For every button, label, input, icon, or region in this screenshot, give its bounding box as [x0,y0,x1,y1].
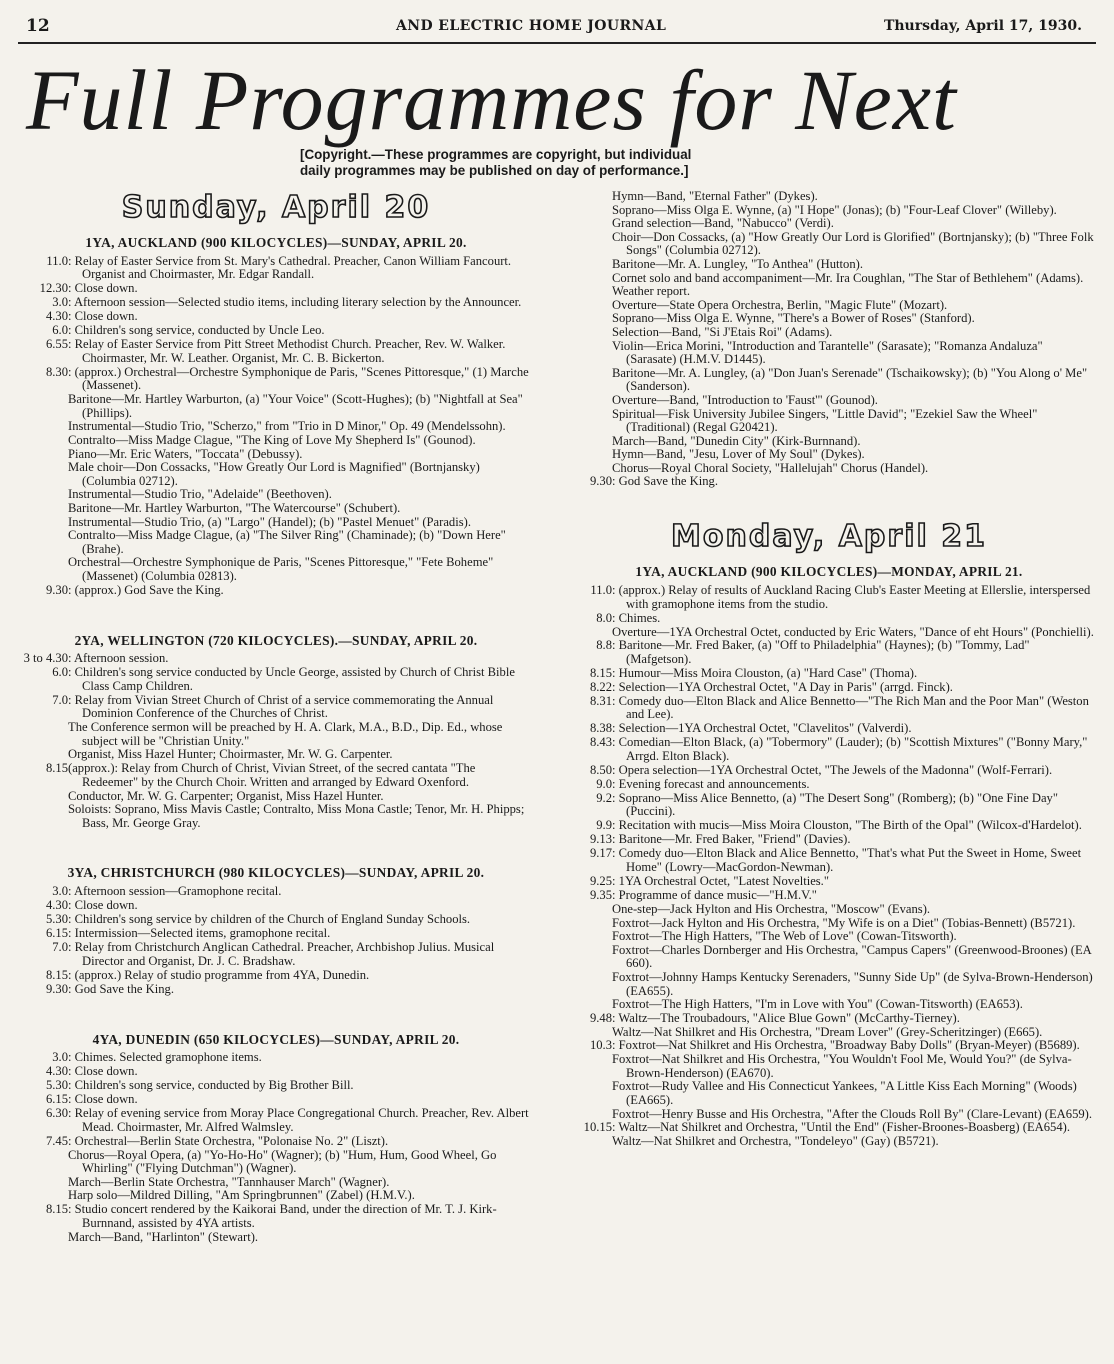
section-spacer [20,598,532,626]
page-headline: Full Programmes for Next [26,52,957,148]
programme-subentry: Overture—Band, "Introduction to 'Faust'" (Gounod). [612,392,878,407]
programme-entry [20,1107,532,1134]
programme-entry [20,652,532,666]
programme-entry [20,1065,532,1079]
entry-time: 10.3 [589,1038,612,1053]
programme-subentry: Baritone—Mr. Hartley Warburton, (a) "Your Voice" (Scott-Hughes); (b) "Nightfall at Sea" (Phillips). [68,392,523,420]
station-heading: 4YA, DUNEDIN (650 KILOCYCLES)—SUNDAY, APRIL 20. [92,1031,460,1047]
programme-entry [20,324,532,338]
entry-text: : (approx.) God Save the King. [68,582,224,597]
entry-text: : 1YA Orchestral Octet, "Latest Novelties." [612,873,829,888]
programme-subentry: Baritone—Mr. Hartley Warburton, "The Watercourse" (Schubert). [68,501,401,516]
entry-text: : Opera selection—1YA Orchestral Octet, "The Jewels of the Madonna" (Wolf-Ferrari). [612,762,1053,777]
programme-subentry: Choir—Don Cossacks, (a) "How Greatly Our Lord is Glorified" (Bortnjansky); (b) "Three Folk Songs" (Columbia 02712). [612,229,1094,258]
programme-entry [20,666,532,693]
station-heading: 3YA, CHRISTCHURCH (980 KILOCYCLES)—SUNDAY, APRIL 20. [67,865,485,881]
entry-time: 6.15 [45,1092,68,1107]
entry-text: : Close down. [68,309,138,324]
programme-entry [20,913,532,927]
programme-entry [564,764,1094,778]
left-column [20,188,532,1244]
programme-subentry: Chorus—Royal Choral Society, "Hallelujah" Chorus (Handel). [612,460,929,475]
programme-entry [564,792,1094,819]
entry-time: 9.48 [589,1010,612,1025]
programme-subentry: Hymn—Band, "Jesu, Lover of My Soul" (Dykes). [612,447,865,462]
programme-entry [564,819,1094,833]
entry-text: : Children's song service by children of the Church of England Sunday Schools. [68,912,471,926]
programme-entry [564,875,1094,889]
entry-time: 6.0 [52,323,68,338]
entry-time: 8.15 [589,665,612,680]
programme-subentry: Foxtrot—Johnny Hamps Kentucky Serenaders, "Sunny Side Up" (de Sylva-Brown-Henderson) (EA655). [612,969,1093,998]
programme-entry [564,1039,1094,1053]
entry-time: 6.30 [45,1106,68,1121]
programme-subentry: Harp solo—Mildred Dilling, "Am Springbrunnen" (Zabel) (H.M.V.). [68,1188,415,1203]
entry-text: : Studio concert rendered by the Kaikorai Band, under the direction of Mr. T. J. Kirk-Burnnand, assisted by 4YA artists. [68,1201,497,1230]
programme-subentry: Male choir—Don Cossacks, "How Greatly Our Lord is Magnified" (Bortnjansky) (Columbia 02712). [68,460,480,488]
programme-entry [20,310,532,324]
programme-subentry: Contralto—Miss Madge Clague, (a) "The Silver Ring" (Chaminade); (b) "Down Here" (Brahe). [68,528,506,556]
entry-time: 4.30 [45,1064,68,1079]
programme-entry [20,1079,532,1093]
entry-time: 6.15 [45,925,68,940]
issue-date: Thursday, April 17, 1930. [883,18,1082,34]
entry-text: : (approx.) Orchestral—Orchestre Symphonique de Paris, "Scenes Pittoresque," (1) Marche (Massenet). [68,364,529,393]
programme-subentry: Soprano—Miss Olga E. Wynne, "There's a Bower of Roses" (Stanford). [612,311,975,326]
entry-time: 7.0 [52,692,68,707]
entry-text: : Recitation with mucis—Miss Moira Clouston, "The Birth of the Opal" (Wilcox-d'Hardelot). [612,818,1082,833]
programme-entry [564,612,1094,626]
page-number: 12 [26,16,50,36]
programme-entry [20,983,532,997]
entry-text: : Comedy duo—Elton Black and Alice Bennetto—"The Rich Man and the Poor Man" (Weston and Lee). [612,693,1089,722]
entry-time: 8.38 [589,721,612,736]
entry-text: : Children's song service conducted by Uncle George, assisted by Church of Christ Bible Class Camp Children. [68,665,515,693]
programme-entry [20,694,532,721]
entry-time: 8.15 [45,1201,68,1216]
entry-text: : (approx.) Relay of studio programme from 4YA, Dunedin. [68,967,370,982]
programme-entry [20,1051,532,1065]
entry-time: 3 to 4.30 [23,651,68,666]
programme-subentry: Grand selection—Band, "Nabucco" (Verdi). [612,216,834,231]
programme-subentry: Foxtrot—Nat Shilkret and His Orchestra, "You Wouldn't Fool Me, Would You?" (de Sylva-Brown-Henderson) (EA670). [612,1052,1072,1080]
entry-time: 9.17 [589,846,612,861]
entry-time: 12.30 [39,281,68,296]
entry-text: : Relay from Vivian Street Church of Christ of a service commemorating the Annual Dominion Conference of the Churches of Christ. [68,692,494,721]
entry-text: : Evening forecast and announcements. [612,776,810,791]
programme-entry [20,899,532,913]
programme-entry [564,1121,1094,1135]
programme-subentry: Instrumental—Studio Trio, "Adelaide" (Beethoven). [68,487,332,502]
entry-time: 9.0 [596,776,612,791]
entry-text: : Relay from Christchurch Anglican Cathedral. Preacher, Archbishop Julius. Musical Director and Organist, Dr. J. C. Bradshaw. [68,939,495,968]
entry-text: : Relay of evening service from Moray Place Congregational Church. Preacher, Rev. Albert Mead. Choirmaster, Mr. Alfred Walmsley. [68,1106,529,1134]
entry-text: : God Save the King. [68,981,174,996]
programme-entry [20,282,532,296]
programme-entry [20,296,532,310]
copyright-line: daily programmes may be published on day of performance.] [300,163,689,178]
programme-entry [564,722,1094,736]
programme-subentry: March—Band, "Harlinton" (Stewart). [68,1229,259,1244]
entry-text: : Comedy duo—Elton Black and Alice Bennetto, "That's what Put the Sweet in Home, Sweet Home" (Lowry—MacGordon-Newman). [612,846,1082,874]
entry-text: : Children's song service, conducted by Big Brother Bill. [68,1078,354,1093]
entry-time: 9.25 [589,873,612,888]
programme-subentry: Piano—Mr. Eric Waters, "Toccata" (Debussy). [68,446,303,461]
entry-text: : Soprano—Miss Alice Bennetto, (a) "The Desert Song" (Romberg); (b) "One Fine Day" (Puccini). [612,790,1058,819]
entry-text: : Close down. [68,1092,138,1107]
copyright-notice [300,147,691,179]
entry-text: : Afternoon session—Selected studio items, including literary selection by the Announcer. [68,295,522,310]
entry-time: 4.30 [45,309,68,324]
entry-text: : Relay of Easter Service from Pitt Street Methodist Church. Preacher, Rev. W. Walker. Choirmaster, Mr. W. Leather. Organist, Mr. C. B. Bickerton. [68,337,506,365]
journal-name: AND ELECTRIC HOME JOURNAL [396,18,667,34]
entry-text: : Waltz—Nat Shilkret and Orchestra, "Until the End" (Fisher-Broones-Boasberg) (EA654). [612,1120,1070,1135]
programme-subentry: Instrumental—Studio Trio, (a) "Largo" (Handel); (b) "Pastel Menuet" (Paradis). [68,514,471,529]
programme-subentry: Cornet solo and band accompaniment—Mr. Ira Coughlan, "The Star of Bethlehem" (Adams). [612,270,1084,285]
programme-subentry: Contralto—Miss Madge Clague, "The King of Love My Shepherd Is" (Gounod). [68,433,476,448]
entry-text: : Close down. [68,281,138,296]
day-heading: Monday, April 21 [671,519,987,555]
entry-time: 5.30 [45,912,68,926]
entry-time: 5.30 [45,1078,68,1093]
programme-subentry: Overture—1YA Orchestral Octet, conducted by Eric Waters, "Dance of eht Hours" (Ponchielli). [612,624,1094,639]
entry-time: 9.9 [596,818,612,833]
programme-subentry: Selection—Band, "Si J'Etais Roi" (Adams). [612,324,833,339]
entry-text: : Intermission—Selected items, gramophone recital. [68,925,331,940]
entry-text: : Afternoon session—Gramophone recital. [68,884,282,899]
entry-text: : Orchestral—Berlin State Orchestra, "Polonaise No. 2" (Liszt). [68,1133,389,1148]
entry-time: 7.0 [52,939,68,954]
programme-subentry: Overture—State Opera Orchestra, Berlin, "Magic Flute" (Mozart). [612,297,948,312]
entry-time: 8.8 [596,638,612,653]
entry-text: : Close down. [68,1064,138,1079]
programme-subentry: Violin—Erica Morini, "Introduction and Tarantelle" (Sarasate); "Romanza Andaluza" (Sarasate) (H.M.V. D1445). [612,338,1043,367]
entry-text: : Waltz—The Troubadours, "Alice Blue Gown" (McCarthy-Tierney). [612,1010,960,1025]
programme-subentry: Foxtrot—Rudy Vallee and His Connecticut Yankees, "A Little Kiss Each Morning" (Woods) (EA665). [612,1079,1077,1108]
header-rule [18,42,1096,44]
entry-time: 3.0 [52,884,68,899]
entry-time: 7.45 [45,1133,68,1148]
programme-subentry: Weather report. [612,284,691,299]
entry-text: : Selection—1YA Orchestral Octet, "Clavelitos" (Valverdi). [612,721,912,736]
entry-text: : Chimes. [612,610,661,625]
entry-time: 8.15 [45,761,68,776]
entry-text: : Programme of dance music—"H.M.V." [612,887,817,902]
entry-text: : Foxtrot—Nat Shilkret and His Orchestra, "Broadway Baby Dolls" (Bryan-Meyer) (B5689). [612,1038,1080,1053]
programme-subentry: Orchestral—Orchestre Symphonique de Paris, "Scenes Pittoresque," "Fete Boheme" (Massenet) (Columbia 02813). [68,555,494,583]
section-spacer [564,489,1094,517]
entry-text: : Baritone—Mr. Fred Baker, "Friend" (Davies). [612,832,851,847]
station-heading: 2YA, WELLINGTON (720 KILOCYCLES).—SUNDAY, APRIL 20. [74,632,478,648]
programme-subentry: Waltz—Nat Shilkret and Orchestra, "Tondeleyo" (Gay) (B5721). [612,1134,939,1149]
entry-text: : Humour—Miss Moira Clouston, (a) "Hard Case" (Thoma). [612,665,918,680]
entry-time: 8.43 [589,735,612,750]
page-header [20,14,1094,42]
programme-subentry: Hymn—Band, "Eternal Father" (Dykes). [612,189,818,203]
programme-subentry: One-step—Jack Hylton and His Orchestra, "Moscow" (Evans). [612,901,931,916]
entry-text: : Afternoon session. [68,651,169,666]
programme-subentry: Chorus—Royal Opera, (a) "Yo-Ho-Ho" (Wagner); (b) "Hum, Hum, Good Wheel, Go Whirling" ("Flying Dutchman") (Wagner). [68,1147,497,1176]
programme-entry [20,255,532,282]
programme-subentry: The Conference sermon will be preached by H. A. Clark, M.A., B.D., Dip. Ed., whose subject will be "Christian Unity." [68,720,503,748]
programme-entry [564,1012,1094,1026]
entry-text: : Selection—1YA Orchestral Octet, "A Day in Paris" (arrgd. Finck). [612,679,953,694]
entry-time: 9.35 [589,887,612,902]
programme-entry [564,778,1094,792]
programme-entry [20,927,532,941]
programme-subentry: Foxtrot—Henry Busse and His Orchestra, "After the Clouds Roll By" (Clare-Levant) (EA659). [612,1106,1093,1121]
entry-time: 8.22 [589,679,612,694]
copyright-line: [Copyright.—These programmes are copyright, but individual [300,147,692,162]
entry-time: 3.0 [52,1050,68,1065]
entry-text: : (approx.) Relay of results of Auckland Racing Club's Easter Meeting at Ellerslie, interspersed with gramophone items from the studio. [612,583,1091,611]
station-heading: 1YA, AUCKLAND (900 KILOCYCLES)—SUNDAY, APRIL 20. [85,235,467,250]
entry-text: : Close down. [68,898,138,913]
programme-entry [20,1135,532,1149]
programme-subentry: Baritone—Mr. A. Lungley, "To Anthea" (Hutton). [612,256,863,271]
entry-time: 9.30 [45,582,68,597]
programme-subentry: March—Berlin State Orchestra, "Tannhauser March" (Wagner). [68,1174,390,1189]
programme-entry [564,681,1094,695]
programme-entry [564,667,1094,681]
entry-time: 9.30 [589,474,612,489]
entry-time: 6.55 [45,337,68,352]
entry-text: : Comedian—Elton Black, (a) "Tobermory" (Lauder); (b) "Scottish Mixtures" ("Bonny Mary," Arrgd. Elton Black). [612,735,1088,763]
entry-time: 8.15 [45,967,68,982]
programme-entry [20,1093,532,1107]
section-spacer [20,830,532,858]
programme-entry [564,584,1094,611]
programme-entry [564,889,1094,903]
programme-entry [564,639,1094,666]
entry-time: 10.15 [583,1120,612,1135]
programme-subentry: Foxtrot—Charles Dornberger and His Orchestra, "Campus Capers" (Greenwood-Broones) (EA 660). [612,942,1092,971]
programme-subentry: Organist, Miss Hazel Hunter; Choirmaster, Mr. W. G. Carpenter. [68,747,393,762]
entry-text: : God Save the King. [612,474,718,489]
programme-subentry: Spiritual—Fisk University Jubilee Singers, "Little David"; "Ezekiel Saw the Wheel" (Traditional) (Regal G20421). [612,406,1038,435]
entry-text: : Chimes. Selected gramophone items. [68,1050,262,1065]
programme-entry [20,941,532,968]
entry-text: : Children's song service, conducted by Uncle Leo. [68,323,325,338]
entry-time: 6.0 [52,665,68,680]
programme-subentry: Foxtrot—Jack Hylton and His Orchestra, "My Wife is on a Diet" (Tobias-Bennett) (B5721). [612,915,1076,930]
entry-time: 4.30 [45,898,68,913]
entry-time: 3.0 [52,295,68,310]
entry-time: 9.13 [589,832,612,847]
day-heading: Sunday, April 20 [121,190,431,225]
entry-time: 8.30 [45,364,68,379]
programme-entry [20,969,532,983]
entry-time: 9.2 [596,790,612,805]
programme-entry [564,847,1094,874]
programme-entry [20,762,532,789]
entry-text: (approx.): Relay from Church of Christ, Vivian Street, of the secred cantata "The Redeemer" by the Church Choir. Written and arranged by Edward Oxenford. [68,761,476,789]
programme-subentry: Foxtrot—The High Hatters, "I'm in Love with You" (Cowan-Titsworth) (EA653). [612,997,1023,1012]
programme-entry [20,366,532,393]
programme-entry [564,736,1094,763]
programme-entry [20,584,532,598]
programme-entry [564,695,1094,722]
entry-time: 11.0 [590,583,612,598]
entry-text: : Relay of Easter Service from St. Mary's Cathedral. Preacher, Canon William Fancourt. Organist and Choirmaster, Mr. Edgar Randall. [68,253,512,282]
programme-entry [20,1203,532,1230]
programme-subentry: March—Band, "Dunedin City" (Kirk-Burnnand). [612,433,861,448]
right-column [564,190,1094,1149]
section-spacer [20,997,532,1025]
programme-entry [564,475,1094,489]
programme-subentry: Conductor, Mr. W. G. Carpenter; Organist, Miss Hazel Hunter. [68,788,384,803]
entry-text: : Baritone—Mr. Fred Baker, (a) "Off to Philadelphia" (Haynes); (b) "Tommy, Lad" (Mafgetson). [612,638,1030,666]
programme-subentry: Baritone—Mr. A. Lungley, (a) "Don Juan's Serenade" (Tschaikowsky); (b) "You Along o' Me" (Sanderson). [612,365,1088,394]
programme-entry [20,338,532,365]
programme-entry [20,885,532,899]
entry-time: 8.50 [589,762,612,777]
programme-subentry: Soloists: Soprano, Miss Mavis Castle; Contralto, Miss Mona Castle; Tenor, Mr. H. Phipps; Bass, Mr. George Gray. [68,802,525,830]
programme-entry [564,833,1094,847]
entry-time: 8.31 [589,693,612,708]
entry-time: 8.0 [596,610,612,625]
programme-subentry: Waltz—Nat Shilkret and His Orchestra, "Dream Lover" (Grey-Scheritzinger) (E665). [612,1024,1043,1039]
programme-subentry: Foxtrot—The High Hatters, "The Web of Love" (Cowan-Titsworth). [612,929,957,944]
entry-time: 9.30 [45,981,68,996]
entry-time: 11.0 [46,253,68,268]
programme-subentry: Soprano—Miss Olga E. Wynne, (a) "I Hope" (Jonas); (b) "Four-Leaf Clover" (Willeby). [612,202,1057,217]
programme-subentry: Instrumental—Studio Trio, "Scherzo," from "Trio in D Minor," Op. 49 (Mendelssohn). [68,419,506,434]
station-heading: 1YA, AUCKLAND (900 KILOCYCLES)—MONDAY, APRIL 21. [635,564,1023,580]
